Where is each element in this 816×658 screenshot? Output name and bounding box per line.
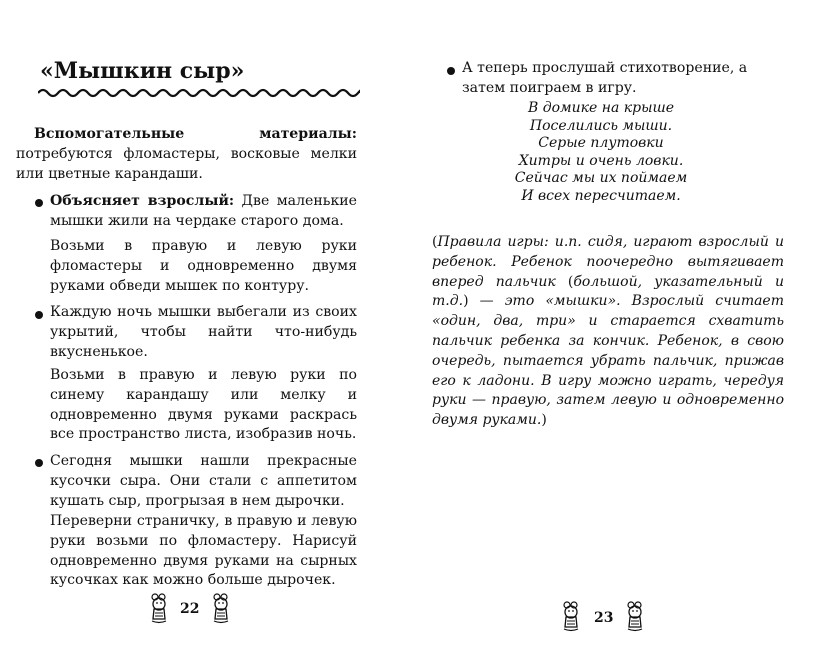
item1-text: Две маленькие мышки жили на чердаке старого дома. (50, 193, 357, 229)
materials-label: Вспомогательные материалы: (34, 126, 357, 142)
bullet-icon (447, 67, 455, 75)
intro-paragraph: А теперь прослушай стихотворение, а затем поиграем в игру. (462, 60, 748, 96)
item1-task: Возьми в правую и левую руки фломастеры и одновременно двумя руками обведи мышек по контуру. (50, 238, 357, 294)
left-page (0, 0, 400, 658)
item3-paragraph: Сегодня мышки нашли прекрасные кусочки сыра. Они стали с аппетитом кушать сыр, прогрызая в нем дырочки. (50, 453, 357, 509)
wavy-underline (38, 86, 360, 100)
poem (408, 100, 794, 206)
mouse-right-icon (624, 600, 646, 632)
page-title: «Мышкин сыр» (40, 58, 245, 84)
item1-label: Объясняет взрослый: (50, 193, 235, 209)
page-number-22: 22 (180, 601, 200, 617)
game-rules: (Правила игры: и.п. сидя, играют взрослый и ребенок. Ребенок поочередно вытягивает вперед пальчик (большой, указательный и т.д.) — это «мышки». Взрослый считает «один, два, три» и старается схватить пальчик ребенка за кончик. Ребенок, в свою очередь, пытается убрать пальчик, прижав его к ладони. В игру можно играть, чередуя руки — правую, затем левую и одновременно двумя руками.) (432, 234, 784, 429)
item2-paragraph: Каждую ночь мышки выбегали из своих укрытий, чтобы найти что-нибудь вкусненькое. (50, 304, 357, 360)
materials-text: потребуются фломастеры, восковые мелки или цветные карандаши. (16, 145, 357, 182)
poem-line: Поселились мыши. (529, 117, 673, 134)
mouse-left-icon (148, 592, 170, 624)
right-page (408, 0, 816, 658)
page-number-23: 23 (594, 610, 614, 626)
poem-line: В домике на крыше (527, 100, 675, 116)
mouse-right-icon (210, 592, 232, 624)
bullet-icon (35, 459, 43, 467)
bullet-icon (35, 311, 43, 319)
mouse-left-icon (560, 600, 582, 632)
item2-task: Возьми в правую и левую руки по синему карандашу или мелку и одновременно двумя руками раскрась все пространство листа, изобразив ночь. (50, 367, 357, 443)
poem-line: Хитры и очень ловки. (518, 152, 684, 169)
poem-line: Серые плутовки (538, 135, 664, 152)
materials-paragraph (16, 125, 357, 184)
bullet-icon (35, 199, 43, 207)
poem-line: И всех пересчитаем. (521, 187, 681, 204)
item1-paragraph (50, 192, 357, 232)
item3-task: Переверни страничку, в правую и левую руки возьми по фломастеру. Нарисуй одновременно двумя руками на сырных кусочках как можно больше дырочек. (50, 513, 357, 589)
poem-line: Сейчас мы их поймаем (514, 170, 688, 187)
